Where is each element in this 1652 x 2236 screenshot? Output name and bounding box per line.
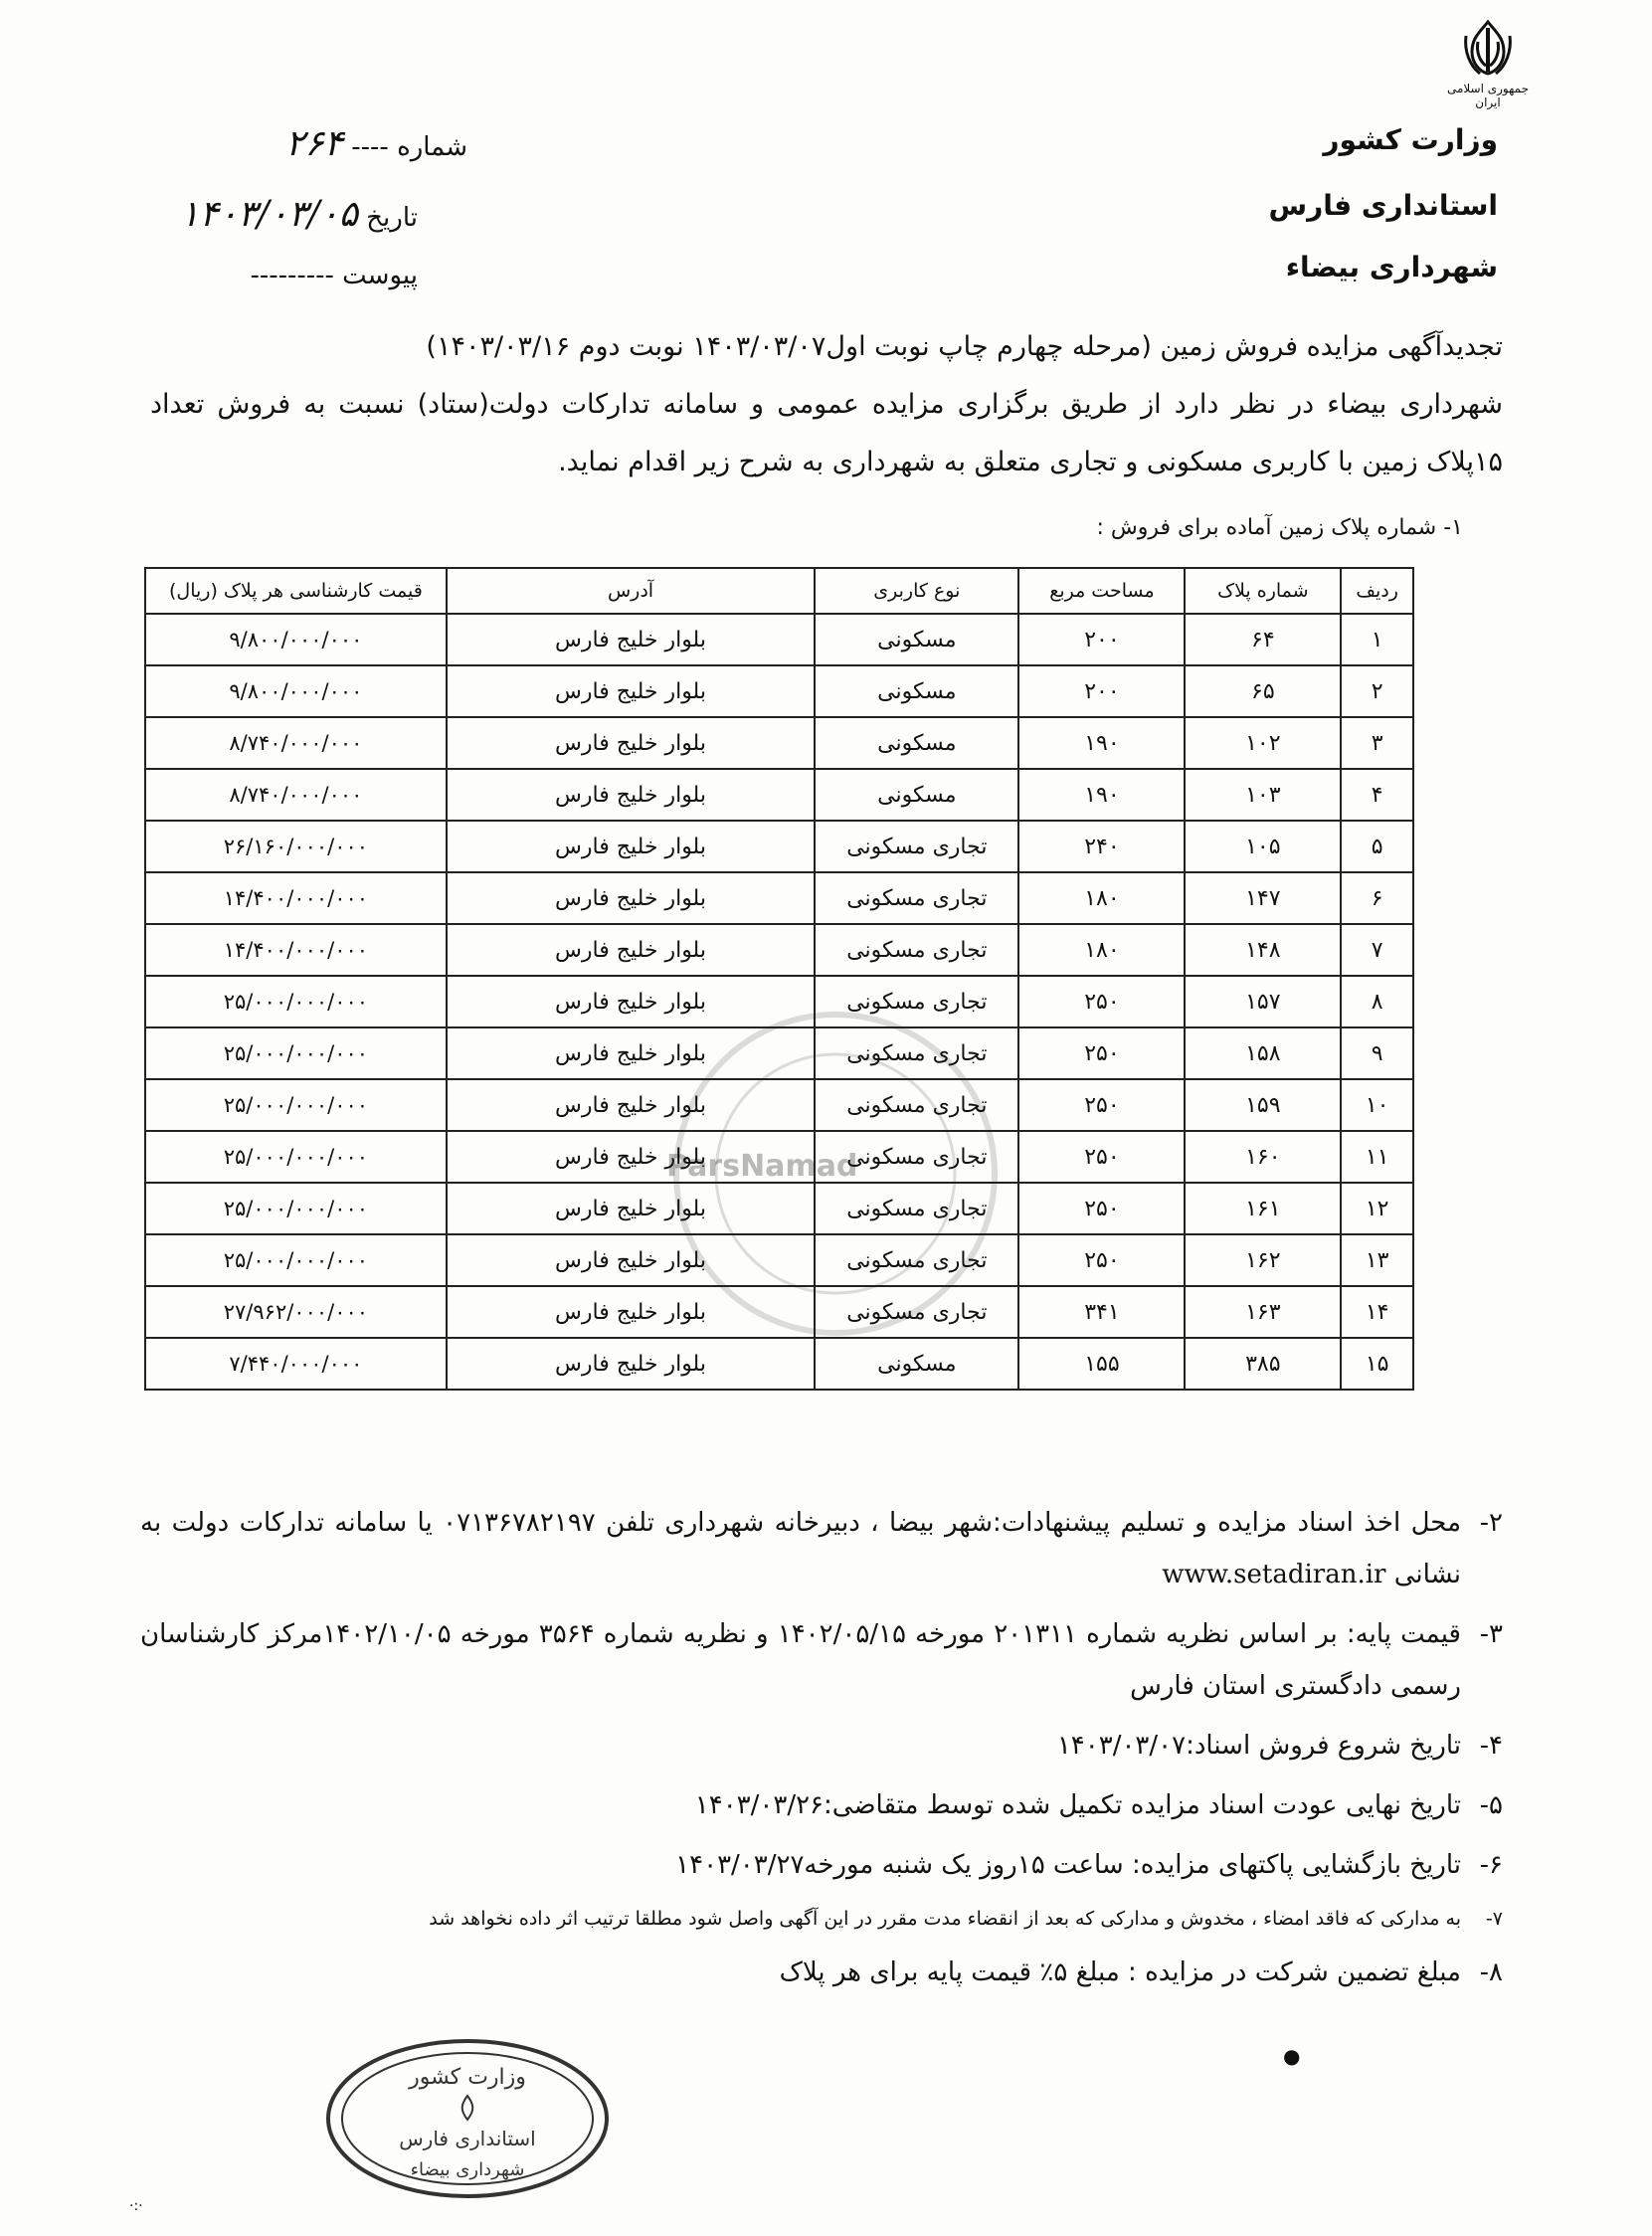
cell-address: بلوار خلیج فارس <box>447 717 815 769</box>
cell-plate: ۱۶۱ <box>1185 1183 1341 1234</box>
cell-row-number: ۱۵ <box>1341 1338 1413 1390</box>
cell-use: مسکونی <box>815 614 1018 665</box>
cell-row-number: ۴ <box>1341 769 1413 821</box>
cell-row-number: ۸ <box>1341 976 1413 1027</box>
cell-area: ۳۴۱ <box>1018 1286 1185 1338</box>
list-item <box>140 1779 1503 1831</box>
item-number: ۷- <box>1485 1908 1503 1930</box>
list-item <box>140 1608 1503 1712</box>
province-name: استانداری فارس <box>1268 189 1498 222</box>
cell-price: ۲۷/۹۶۲/۰۰۰/۰۰۰ <box>145 1286 447 1338</box>
stamp-line-1: وزارت کشور <box>409 2065 526 2090</box>
cell-use: مسکونی <box>815 665 1018 717</box>
cell-plate: ۱۰۲ <box>1185 717 1341 769</box>
watermark-text: ParsNamad <box>666 1149 858 1184</box>
cell-area: ۲۴۰ <box>1018 821 1185 872</box>
header-row-number: ردیف <box>1341 568 1413 614</box>
cell-price: ۲۵/۰۰۰/۰۰۰/۰۰۰ <box>145 1131 447 1183</box>
cell-price: ۱۴/۴۰۰/۰۰۰/۰۰۰ <box>145 872 447 924</box>
cell-area: ۲۰۰ <box>1018 665 1185 717</box>
notice-intro: شهرداری بیضاء در نظر دارد از طریق برگزاری مزایده عمومی و سامانه تدارکات دولت(ستاد) نسبت به فروش تعداد ۱۵پلاک زمین با کاربری مسکونی و تجاری متعلق به شهرداری به شرح زیر اقدام نماید. <box>150 389 1503 477</box>
item-text: تاریخ شروع فروش اسناد:۱۴۰۳/۰۳/۰۷ <box>1056 1731 1461 1761</box>
cell-row-number: ۳ <box>1341 717 1413 769</box>
letter-date <box>99 194 418 235</box>
cell-address: بلوار خلیج فارس <box>447 1286 815 1338</box>
item-number: ۵- <box>1479 1790 1503 1820</box>
cell-use: تجاری مسکونی <box>815 1234 1018 1286</box>
cell-row-number: ۱۴ <box>1341 1286 1413 1338</box>
conditions-list <box>140 1497 1503 2006</box>
scan-mark: ·:· <box>129 2198 143 2214</box>
cell-plate: ۳۸۵ <box>1185 1338 1341 1390</box>
cell-row-number: ۹ <box>1341 1027 1413 1079</box>
table-row <box>145 665 1413 717</box>
cell-area: ۲۵۰ <box>1018 1131 1185 1183</box>
list-item <box>140 1839 1503 1891</box>
table-row <box>145 1079 1413 1131</box>
item-number: ۸- <box>1479 1957 1503 1987</box>
cell-area: ۱۹۰ <box>1018 769 1185 821</box>
table-row <box>145 976 1413 1027</box>
item-number: ۲- <box>1479 1508 1503 1538</box>
cell-plate: ۱۶۰ <box>1185 1131 1341 1183</box>
cell-price: ۹/۸۰۰/۰۰۰/۰۰۰ <box>145 665 447 717</box>
cell-row-number: ۱۲ <box>1341 1183 1413 1234</box>
cell-address: بلوار خلیج فارس <box>447 1234 815 1286</box>
cell-area: ۲۰۰ <box>1018 614 1185 665</box>
item-number: ۶- <box>1479 1850 1503 1880</box>
number-label: شماره <box>397 132 467 162</box>
cell-plate: ۱۶۳ <box>1185 1286 1341 1338</box>
table-row <box>145 1131 1413 1183</box>
table-row <box>145 1183 1413 1234</box>
cell-area: ۱۸۰ <box>1018 872 1185 924</box>
cell-row-number: ۱ <box>1341 614 1413 665</box>
cell-use: تجاری مسکونی <box>815 1027 1018 1079</box>
cell-plate: ۱۶۲ <box>1185 1234 1341 1286</box>
item-text: مبلغ تضمین شرکت در مزایده : مبلغ ۵٪ قیمت پایه برای هر پلاک <box>779 1957 1461 1987</box>
cell-price: ۲۵/۰۰۰/۰۰۰/۰۰۰ <box>145 976 447 1027</box>
stamp-line-3: شهرداری بیضاء <box>410 2159 525 2180</box>
cell-row-number: ۱۳ <box>1341 1234 1413 1286</box>
date-label: تاریخ <box>366 203 418 233</box>
cell-address: بلوار خلیج فارس <box>447 614 815 665</box>
cell-use: تجاری مسکونی <box>815 821 1018 872</box>
item-number: ۴- <box>1479 1731 1503 1761</box>
cell-area: ۲۵۰ <box>1018 976 1185 1027</box>
cell-price: ۲۶/۱۶۰/۰۰۰/۰۰۰ <box>145 821 447 872</box>
header-plate: شماره پلاک <box>1185 568 1341 614</box>
cell-address: بلوار خلیج فارس <box>447 1183 815 1234</box>
table-row <box>145 1286 1413 1338</box>
cell-use: تجاری مسکونی <box>815 976 1018 1027</box>
list-item <box>140 1947 1503 1998</box>
cell-price: ۷/۴۴۰/۰۰۰/۰۰۰ <box>145 1338 447 1390</box>
land-plots-table <box>144 567 1414 1391</box>
cell-address: بلوار خلیج فارس <box>447 1131 815 1183</box>
cell-use: تجاری مسکونی <box>815 1286 1018 1338</box>
cell-price: ۱۴/۴۰۰/۰۰۰/۰۰۰ <box>145 924 447 976</box>
cell-use: تجاری مسکونی <box>815 924 1018 976</box>
iran-emblem <box>1443 18 1533 117</box>
cell-use: مسکونی <box>815 1338 1018 1390</box>
table-row <box>145 1234 1413 1286</box>
item-number: ۳- <box>1479 1619 1503 1649</box>
letter-attachment: پیوست --------- <box>250 261 418 290</box>
cell-area: ۲۵۰ <box>1018 1079 1185 1131</box>
table-row <box>145 614 1413 665</box>
stamp-emblem-icon <box>462 2096 473 2120</box>
cell-use: مسکونی <box>815 717 1018 769</box>
date-value: ۱۴۰۳/۰۳/۰۵ <box>180 194 358 235</box>
cell-row-number: ۷ <box>1341 924 1413 976</box>
list-item <box>140 1720 1503 1771</box>
ink-mark: ● <box>1283 2044 1301 2068</box>
cell-price: ۲۵/۰۰۰/۰۰۰/۰۰۰ <box>145 1079 447 1131</box>
list-item <box>140 1899 1503 1939</box>
cell-use: تجاری مسکونی <box>815 1079 1018 1131</box>
official-stamp <box>318 2034 617 2203</box>
cell-price: ۸/۷۴۰/۰۰۰/۰۰۰ <box>145 717 447 769</box>
table-row <box>145 821 1413 872</box>
list-item <box>140 1497 1503 1600</box>
cell-use: تجاری مسکونی <box>815 872 1018 924</box>
cell-plate: ۱۴۷ <box>1185 872 1341 924</box>
emblem-icon <box>1458 18 1518 80</box>
stamp-line-2: استانداری فارس <box>399 2127 536 2150</box>
header-price: قیمت کارشناسی هر پلاک (ریال) <box>145 568 447 614</box>
cell-address: بلوار خلیج فارس <box>447 1338 815 1390</box>
cell-address: بلوار خلیج فارس <box>447 665 815 717</box>
ministry-name: وزارت کشور <box>1323 123 1498 156</box>
cell-area: ۱۹۰ <box>1018 717 1185 769</box>
table-row <box>145 872 1413 924</box>
cell-address: بلوار خلیج فارس <box>447 872 815 924</box>
cell-row-number: ۱۱ <box>1341 1131 1413 1183</box>
cell-use: تجاری مسکونی <box>815 1131 1018 1183</box>
item-text: تاریخ بازگشایی پاکتهای مزایده: ساعت ۱۵روز یک شنبه مورخه۱۴۰۳/۰۳/۲۷ <box>675 1850 1461 1880</box>
attachment-label: پیوست <box>342 261 418 290</box>
cell-plate: ۱۰۳ <box>1185 769 1341 821</box>
table-header-row <box>145 568 1413 614</box>
cell-address: بلوار خلیج فارس <box>447 821 815 872</box>
cell-plate: ۱۵۸ <box>1185 1027 1341 1079</box>
item-text: به مدارکی که فاقد امضاء ، مخدوش و مدارکی که بعد از انقضاء مدت مقرر در این آگهی واصل شود مطلقا ترتیب اثر داده نخواهد شد <box>429 1908 1461 1930</box>
item-text: محل اخذ اسناد مزایده و تسلیم پیشنهادات:شهر بیضا ، دبیرخانه شهرداری تلفن ۰۷۱۳۶۷۸۲۱۹۷ یا سامانه تدارکات دولت به نشانی <box>140 1508 1462 1589</box>
cell-area: ۲۵۰ <box>1018 1027 1185 1079</box>
cell-row-number: ۲ <box>1341 665 1413 717</box>
emblem-caption: جمهوری اسلامی ایران <box>1446 82 1530 109</box>
cell-area: ۱۵۵ <box>1018 1338 1185 1390</box>
table-row <box>145 924 1413 976</box>
header-area: مساحت مربع <box>1018 568 1185 614</box>
cell-address: بلوار خلیج فارس <box>447 1027 815 1079</box>
cell-price: ۲۵/۰۰۰/۰۰۰/۰۰۰ <box>145 1027 447 1079</box>
cell-area: ۱۸۰ <box>1018 924 1185 976</box>
number-value: ۲۶۴ <box>285 123 344 164</box>
cell-plate: ۱۰۵ <box>1185 821 1341 872</box>
municipality-name: شهرداری بیضاء <box>1285 251 1498 283</box>
cell-address: بلوار خلیج فارس <box>447 924 815 976</box>
letter-number: شماره ---- ۲۶۴ <box>285 123 467 164</box>
cell-address: بلوار خلیج فارس <box>447 769 815 821</box>
table-row <box>145 717 1413 769</box>
table-row <box>145 769 1413 821</box>
header-address: آدرس <box>447 568 815 614</box>
cell-address: بلوار خلیج فارس <box>447 1079 815 1131</box>
cell-row-number: ۱۰ <box>1341 1079 1413 1131</box>
cell-row-number: ۶ <box>1341 872 1413 924</box>
cell-area: ۲۵۰ <box>1018 1183 1185 1234</box>
cell-use: تجاری مسکونی <box>815 1183 1018 1234</box>
header-use: نوع کاربری <box>815 568 1018 614</box>
item-text: تاریخ نهایی عودت اسناد مزایده تکمیل شده توسط متقاضی:۱۴۰۳/۰۳/۲۶ <box>694 1790 1461 1820</box>
cell-price: ۲۵/۰۰۰/۰۰۰/۰۰۰ <box>145 1183 447 1234</box>
cell-plate: ۶۵ <box>1185 665 1341 717</box>
setad-url-link[interactable]: www.setadiran.ir <box>1162 1560 1386 1589</box>
cell-price: ۲۵/۰۰۰/۰۰۰/۰۰۰ <box>145 1234 447 1286</box>
cell-row-number: ۵ <box>1341 821 1413 872</box>
cell-price: ۹/۸۰۰/۰۰۰/۰۰۰ <box>145 614 447 665</box>
cell-plate: ۶۴ <box>1185 614 1341 665</box>
cell-area: ۲۵۰ <box>1018 1234 1185 1286</box>
item-1-label: ۱- شماره پلاک زمین آماده برای فروش : <box>1096 515 1463 540</box>
cell-use: مسکونی <box>815 769 1018 821</box>
table-row <box>145 1027 1413 1079</box>
item-text: قیمت پایه: بر اساس نظریه شماره ۲۰۱۳۱۱ مورخه ۱۴۰۲/۰۵/۱۵ و نظریه شماره ۳۵۶۴ مورخه ۱۴۰۲/۱۰/۰۵مرکز کارشناسان رسمی دادگستری استان فارس <box>140 1619 1461 1701</box>
cell-plate: ۱۵۷ <box>1185 976 1341 1027</box>
cell-plate: ۱۴۸ <box>1185 924 1341 976</box>
cell-price: ۸/۷۴۰/۰۰۰/۰۰۰ <box>145 769 447 821</box>
cell-plate: ۱۵۹ <box>1185 1079 1341 1131</box>
notice-title: تجدیدآگهی مزایده فروش زمین (مرحله چهارم چاپ نوبت اول۱۴۰۳/۰۳/۰۷ نوبت دوم ۱۴۰۳/۰۳/۱۶) <box>426 331 1503 362</box>
cell-address: بلوار خلیج فارس <box>447 976 815 1027</box>
table-row <box>145 1338 1413 1390</box>
